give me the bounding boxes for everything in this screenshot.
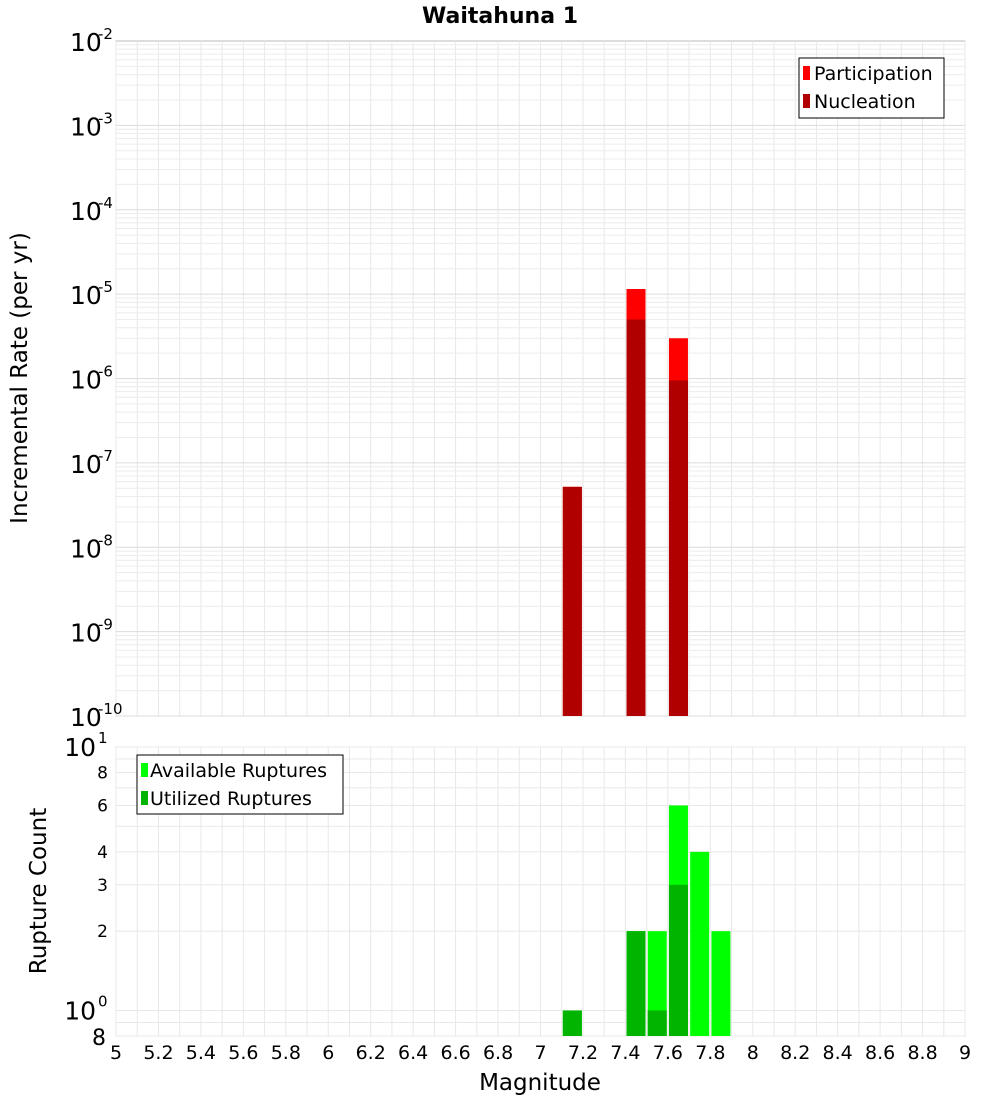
y-tick-label: 10 [64, 996, 96, 1026]
x-tick-label: 9 [958, 1042, 972, 1064]
y-tick-label: 3 [97, 875, 108, 896]
y-tick-label: 10 [70, 618, 102, 648]
legend-swatch-participation [803, 66, 810, 80]
x-tick-labels [110, 1042, 971, 1064]
y-tick-exponent: -8 [98, 531, 113, 550]
y-tick-label: 10 [70, 449, 102, 479]
legend-label-available: Available Ruptures [150, 760, 327, 782]
bar-nucleation [669, 380, 688, 716]
x-tick-label: 6.6 [440, 1042, 471, 1064]
bar-utilized-ruptures [648, 1010, 667, 1036]
x-tick-label: 5.8 [270, 1042, 301, 1064]
y-tick-exponent: -7 [98, 446, 113, 465]
bottom-y-tick-labels [64, 729, 108, 1051]
x-tick-label: 6.8 [482, 1042, 514, 1064]
legend-label-participation: Participation [814, 63, 933, 85]
x-tick-label: 5 [109, 1042, 123, 1064]
x-tick-label: 8.8 [907, 1042, 938, 1064]
x-tick-label: 7.2 [567, 1042, 599, 1064]
bar-utilized-ruptures [563, 1010, 582, 1036]
legend-label-utilized: Utilized Ruptures [150, 788, 312, 810]
x-tick-label: 6.2 [355, 1042, 386, 1064]
x-tick-label: 5.6 [228, 1042, 259, 1064]
bottom-legend [137, 755, 343, 814]
x-axis-label: Magnitude [479, 1070, 601, 1096]
x-tick-label: 5.4 [185, 1042, 217, 1064]
legend-label-nucleation: Nucleation [814, 91, 916, 113]
y-tick-exponent: -6 [98, 362, 113, 381]
bar-utilized-ruptures [669, 885, 688, 1036]
legend-swatch-utilized [141, 791, 148, 805]
y-tick-exponent: -9 [98, 615, 113, 634]
bar-available-ruptures [690, 852, 709, 1036]
y-tick-label: 10 [70, 703, 102, 732]
bottom-y-axis-label: Rupture Count [26, 807, 52, 975]
bar-utilized-ruptures [627, 931, 646, 1036]
y-tick-label: 8 [92, 1026, 106, 1051]
bar-nucleation [627, 320, 646, 716]
y-tick-exponent: -5 [98, 278, 113, 297]
y-tick-label: 6 [97, 796, 108, 817]
y-tick-exponent: -2 [98, 25, 113, 43]
y-tick-label: 10 [70, 28, 102, 57]
x-tick-label: 8.4 [822, 1042, 853, 1064]
y-tick-exponent: -3 [98, 109, 113, 128]
top-legend [799, 58, 944, 118]
legend-swatch-available [141, 763, 148, 777]
top-y-axis-label: Incremental Rate (per yr) [7, 232, 33, 524]
legend-swatch-nucleation [803, 94, 810, 108]
bar-available-ruptures [711, 931, 730, 1036]
x-tick-label: 7 [534, 1042, 547, 1064]
chart-title: Waitahuna 1 [421, 4, 579, 29]
y-tick-label: 2 [97, 922, 108, 943]
x-tick-label: 7.4 [610, 1042, 641, 1064]
y-tick-exponent: 0 [98, 992, 108, 1011]
y-tick-exponent: -10 [98, 700, 123, 718]
x-tick-label: 7.8 [695, 1042, 726, 1064]
y-tick-exponent: 1 [98, 729, 108, 747]
x-tick-label: 7.6 [652, 1042, 683, 1064]
top-y-tick-labels [70, 25, 123, 732]
x-tick-label: 6 [322, 1042, 335, 1064]
y-tick-label: 8 [97, 763, 108, 784]
bar-nucleation [563, 487, 582, 716]
y-tick-label: 10 [70, 365, 102, 395]
y-tick-label: 10 [70, 196, 102, 226]
y-tick-label: 4 [97, 842, 108, 863]
x-tick-label: 8.2 [780, 1042, 811, 1064]
x-tick-label: 6.4 [398, 1042, 429, 1064]
y-tick-label: 10 [70, 534, 102, 564]
top-grid [116, 41, 965, 716]
y-tick-label: 10 [70, 112, 102, 142]
y-tick-label: 10 [70, 281, 102, 311]
x-tick-label: 8 [746, 1042, 759, 1064]
y-tick-exponent: -4 [98, 193, 113, 212]
x-tick-label: 5.2 [143, 1042, 174, 1064]
x-tick-label: 8.6 [864, 1042, 896, 1064]
y-tick-label: 10 [64, 733, 96, 762]
